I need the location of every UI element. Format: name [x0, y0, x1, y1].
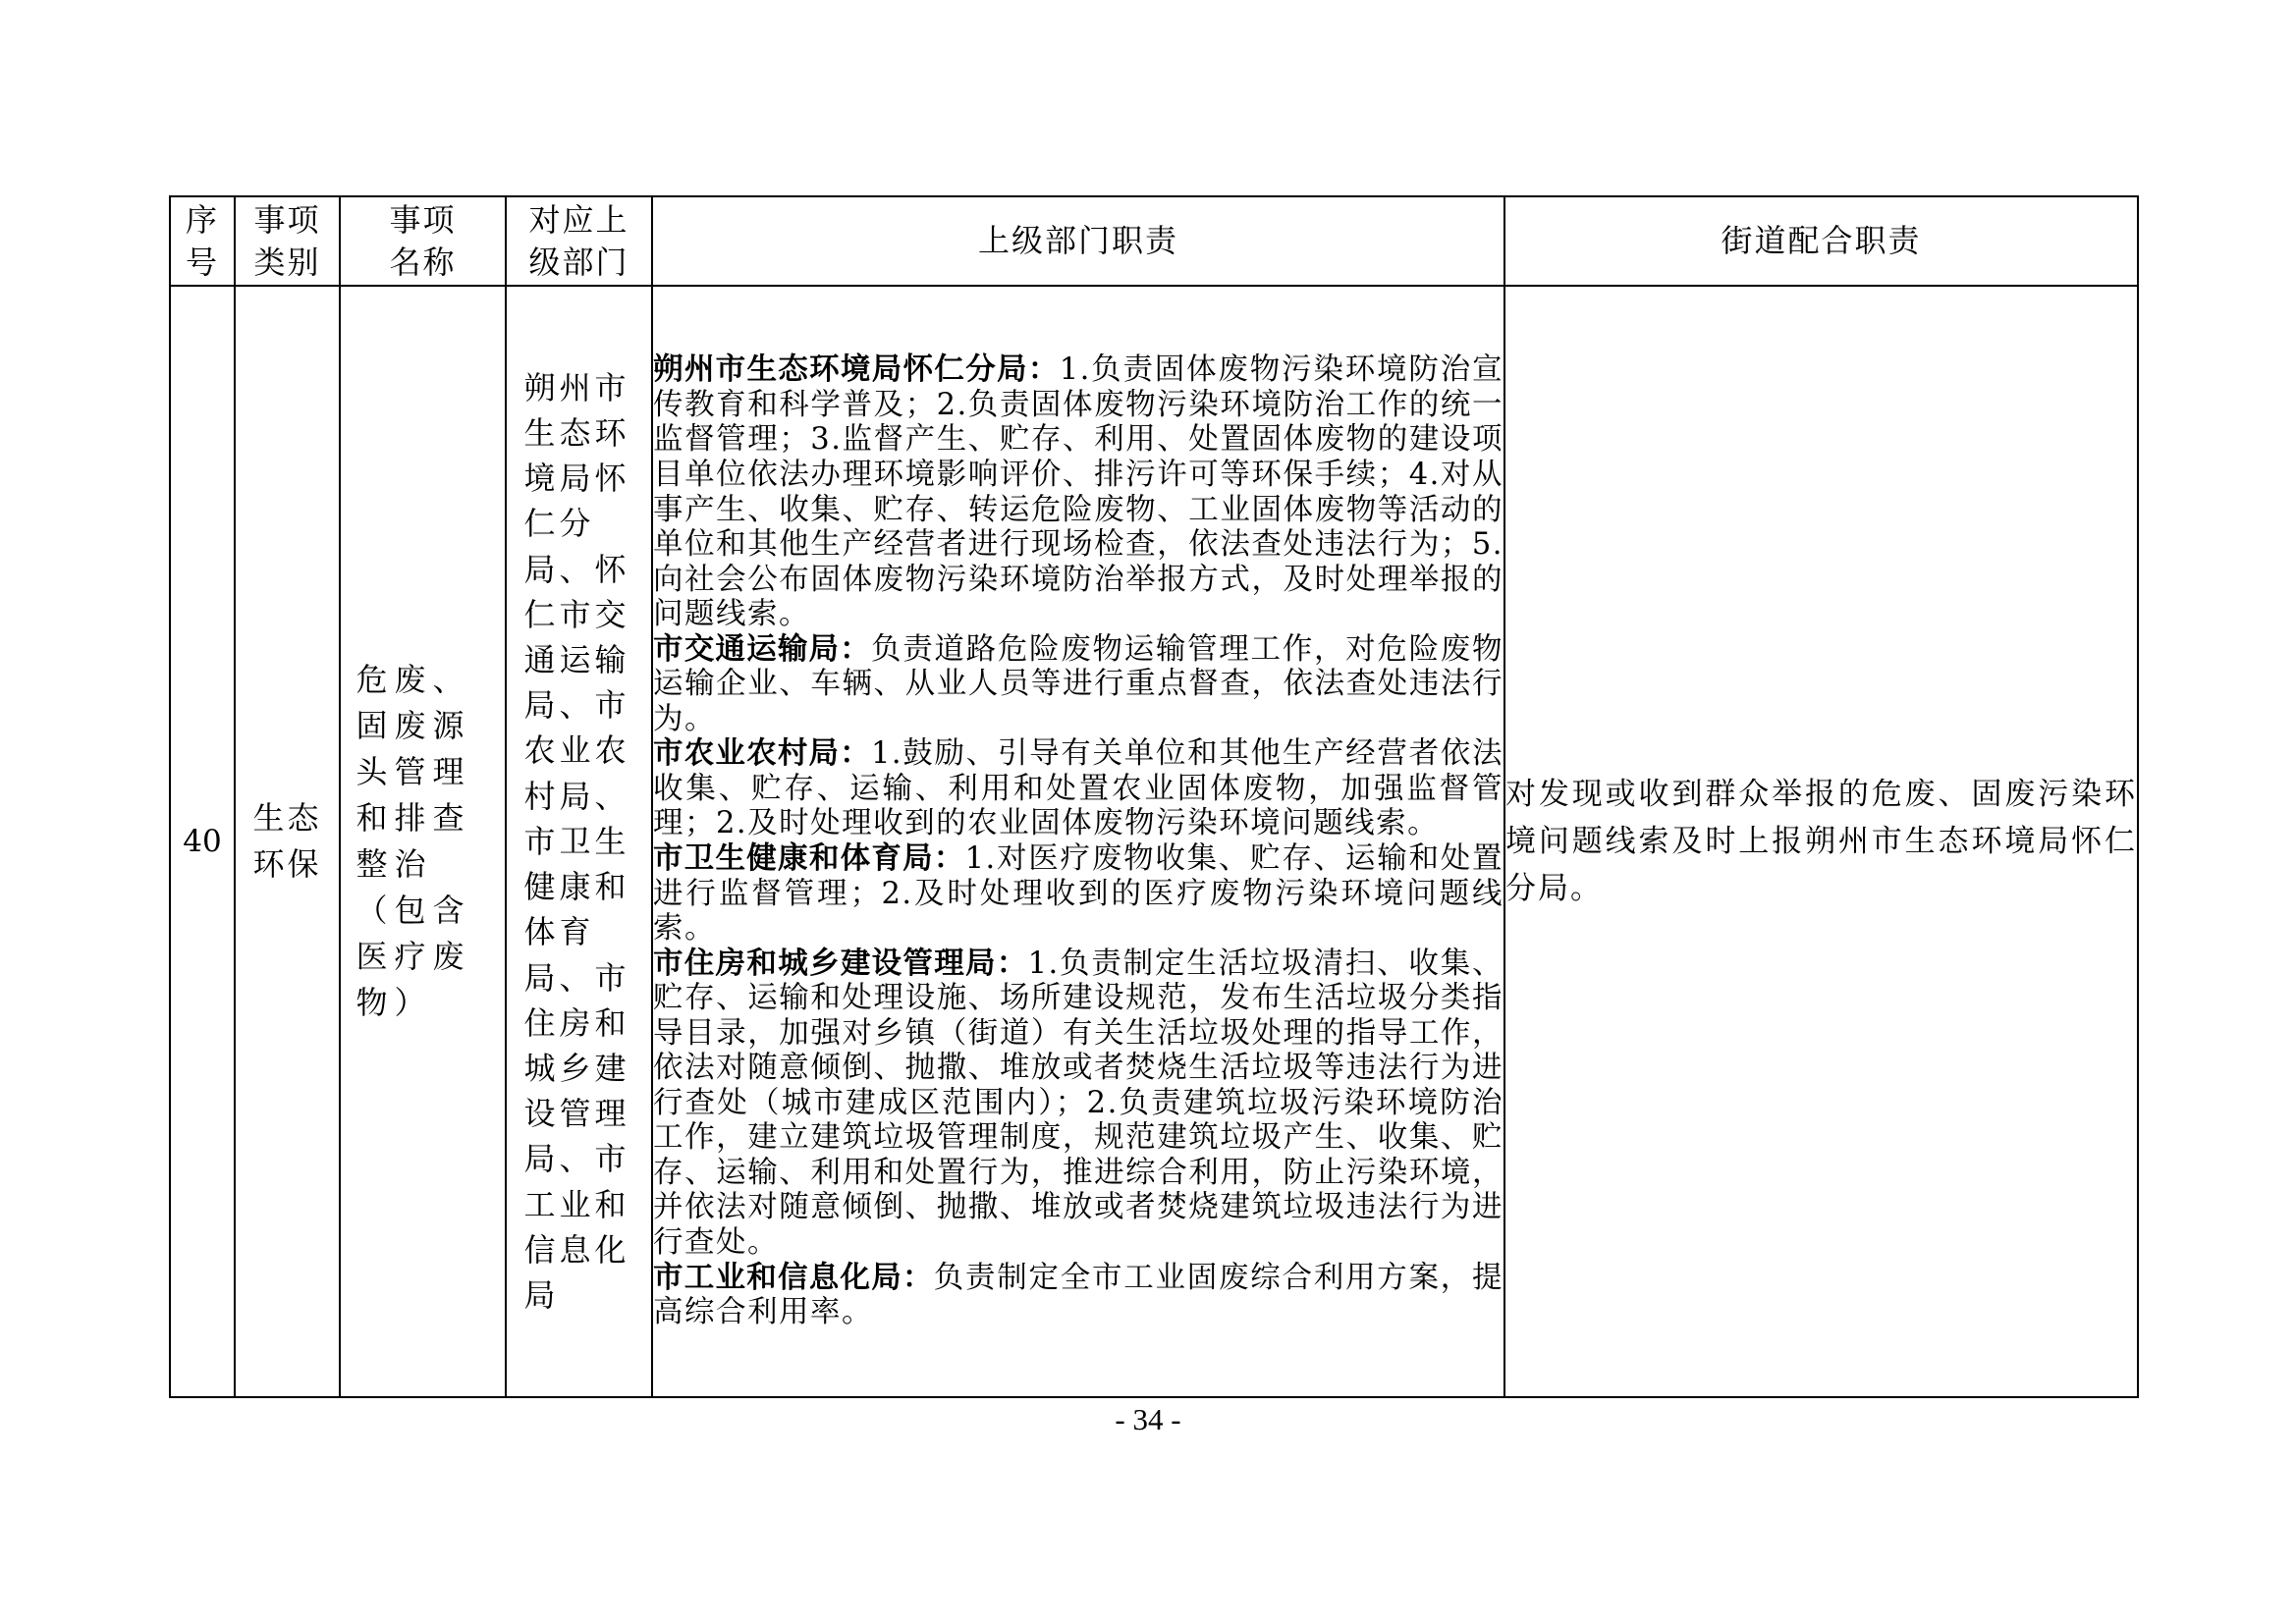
duty-text: 1.对医疗废物收集、贮存、运输和处置进行监督管理；2.及时处理收到的医疗废物污染环境问题线索。: [653, 841, 1503, 947]
duty-dept-label: 朔州市生态环境局怀仁分局：: [653, 352, 1060, 388]
header-street-duties: 街道配合职责: [1504, 196, 2138, 286]
cell-superior-duties: [652, 286, 1504, 1397]
cell-departments: [506, 286, 652, 1397]
header-row: [170, 196, 2138, 286]
duty-dept-label: 市住房和城乡建设管理局：: [653, 946, 1028, 981]
duty-dept-label: 市交通运输局：: [653, 631, 871, 667]
header-department: 对应上 级部门: [506, 196, 652, 286]
duty-paragraph: [653, 947, 1503, 1261]
duty-paragraph: [653, 841, 1503, 947]
duty-paragraph: [653, 736, 1503, 841]
duty-text: 负责道路危险废物运输管理工作，对危险废物运输企业、车辆、从业人员等进行重点督查，依法查处违法行为。: [653, 631, 1504, 736]
header-category: 事项 类别: [235, 196, 340, 286]
duty-table: [169, 195, 2139, 1398]
category-text: 生态环保: [252, 799, 322, 883]
header-seq: 序 号: [170, 196, 235, 286]
duty-paragraph: [653, 632, 1503, 737]
item-name-text: 危废、固废源头管理和排查整治（包含医疗废物）: [355, 661, 471, 1021]
cell-item-name: [340, 286, 506, 1397]
duty-paragraph: [653, 352, 1503, 631]
duty-text: 1.负责制定生活垃圾清扫、收集、贮存、运输和处理设施、场所建设规范，发布生活垃圾分类指导目录，加强对乡镇（街道）有关生活垃圾处理的指导工作，依法对随意倾倒、抛撒、堆放或者焚烧生活垃圾等违法行为进行查处（城市建成区范围内）；2.负责建筑垃圾污染环境防治工作，建立建筑垃圾管理制度，规范建筑垃圾产生、收集、贮存、运输、利用和处置行为，推进综合利用，防止污染环境，并依法对随意倾倒、抛撒、堆放或者焚烧建筑垃圾违法行为进行查处。: [653, 946, 1504, 1261]
duty-paragraph: [653, 1261, 1503, 1330]
duty-dept-label: 市农业农村局：: [653, 736, 871, 772]
cell-seq: 40: [170, 286, 235, 1397]
duty-text: 负责制定全市工业固废综合利用方案，提高综合利用率。: [653, 1260, 1503, 1330]
page-number: - 34 -: [1115, 1402, 1181, 1436]
street-duty-text: 对发现或收到群众举报的危废、固废污染环境问题线索及时上报朔州市生态环境局怀仁分局。: [1505, 777, 2137, 906]
duty-text: 1.鼓励、引导有关单位和其他生产经营者依法收集、贮存、运输、利用和处置农业固体废物，加强监督管理；2.及时处理收到的农业固体废物污染环境问题线索。: [653, 736, 1503, 841]
table-row: [170, 286, 2138, 1397]
header-item-name: 事项 名称: [340, 196, 506, 286]
cell-category: [235, 286, 340, 1397]
departments-text: 朔州市生态环境局怀仁分局、怀仁市交通运输局、市农业农村局、市卫生健康和体育局、市住房和城乡建设管理局、市工业和信息化局: [523, 368, 630, 1314]
duty-dept-label: 市工业和信息化局：: [653, 1260, 934, 1295]
header-superior-duties: 上级部门职责: [652, 196, 1504, 286]
cell-street-duties: [1504, 286, 2138, 1397]
duty-dept-label: 市卫生健康和体育局：: [653, 841, 965, 876]
duty-text: 1.负责固体废物污染环境防治宣传教育和科学普及；2.负责固体废物污染环境防治工作的统一监督管理；3.监督产生、贮存、利用、处置固体废物的建设项目单位依法办理环境影响评价、排污许可等环保手续；4.对从事产生、收集、贮存、转运危险废物、工业固体废物等活动的单位和其他生产经营者进行现场检查，依法查处违法行为；5.向社会公布固体废物污染环境防治举报方式，及时处理举报的问题线索。: [653, 352, 1503, 632]
